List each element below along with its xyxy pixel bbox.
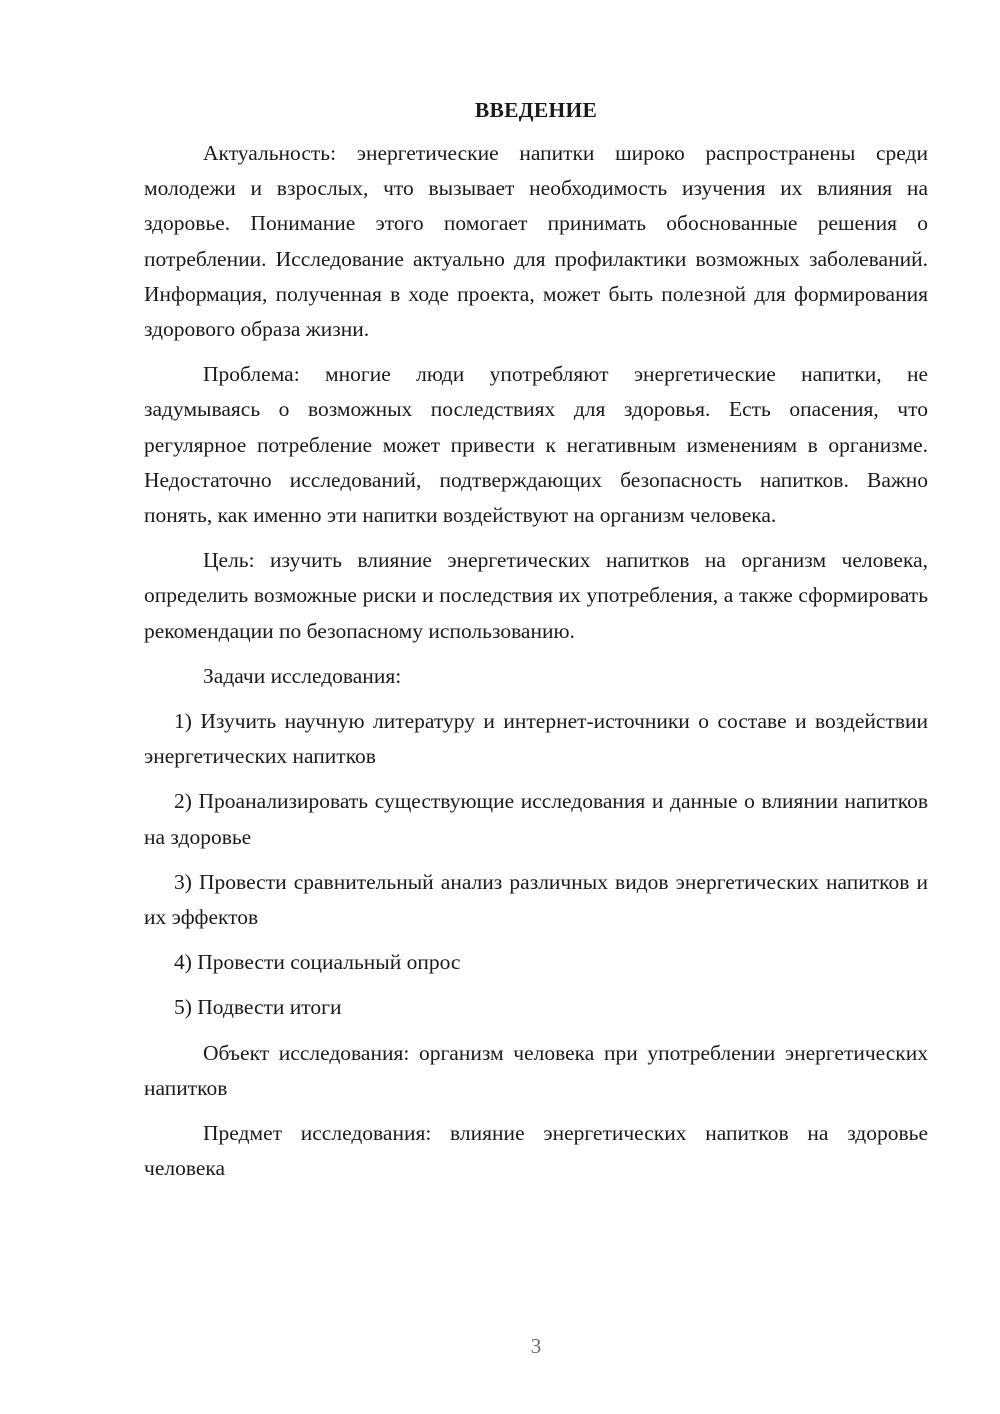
task-item-3: 3) Провести сравнительный анализ различных видов энергетических напитков и их эффектов — [144, 869, 928, 930]
paragraph-object: Объект исследования: организм человека при употреблении энергетических напитков — [144, 1040, 928, 1100]
document-page — [144, 90, 928, 1196]
paragraph-relevance: Актуальность: энергетические напитки широко распространены среди молодежи и взрослых, что вызывает необходимость изучения их влияния на здоровье. Понимание этого помогает принимать обоснованные решения о потреблении. Исследование актуально для профилактики возможных заболеваний. Информация, полученная в ходе проекта, может быть полезной для формирования здорового образа жизни. — [144, 141, 928, 342]
task-item-1: 1) Изучить научную литературу и интернет-источники о составе и воздействии энергетических напитков — [144, 709, 928, 769]
task-item-2: 2) Проанализировать существующие исследования и данные о влиянии напитков на здоровье — [144, 789, 928, 849]
tasks-heading: Задачи исследования: — [203, 663, 402, 688]
section-title: ВВЕДЕНИЕ — [474, 98, 598, 122]
task-item-5: 5) Подвести итоги — [174, 995, 342, 1020]
paragraph-problem: Проблема: многие люди употребляют энергетические напитки, не задумываясь о возможных последствиях для здоровья. Есть опасения, что регулярное потребление может привести к негативным изменениям в организме. Недостаточно исследований, подтверждающих безопасность напитков. Важно понять, как именно эти напитки воздействуют на организм человека. — [144, 362, 928, 528]
task-item-4: 4) Провести социальный опрос — [174, 950, 461, 975]
paragraph-subject: Предмет исследования: влияние энергетических напитков на здоровье человека — [144, 1121, 928, 1181]
page-number: 3 — [530, 1334, 542, 1358]
paragraph-goal: Цель: изучить влияние энергетических напитков на организм человека, определить возможные риски и последствия их употребления, а также сформировать рекомендации по безопасному использованию. — [144, 548, 928, 643]
